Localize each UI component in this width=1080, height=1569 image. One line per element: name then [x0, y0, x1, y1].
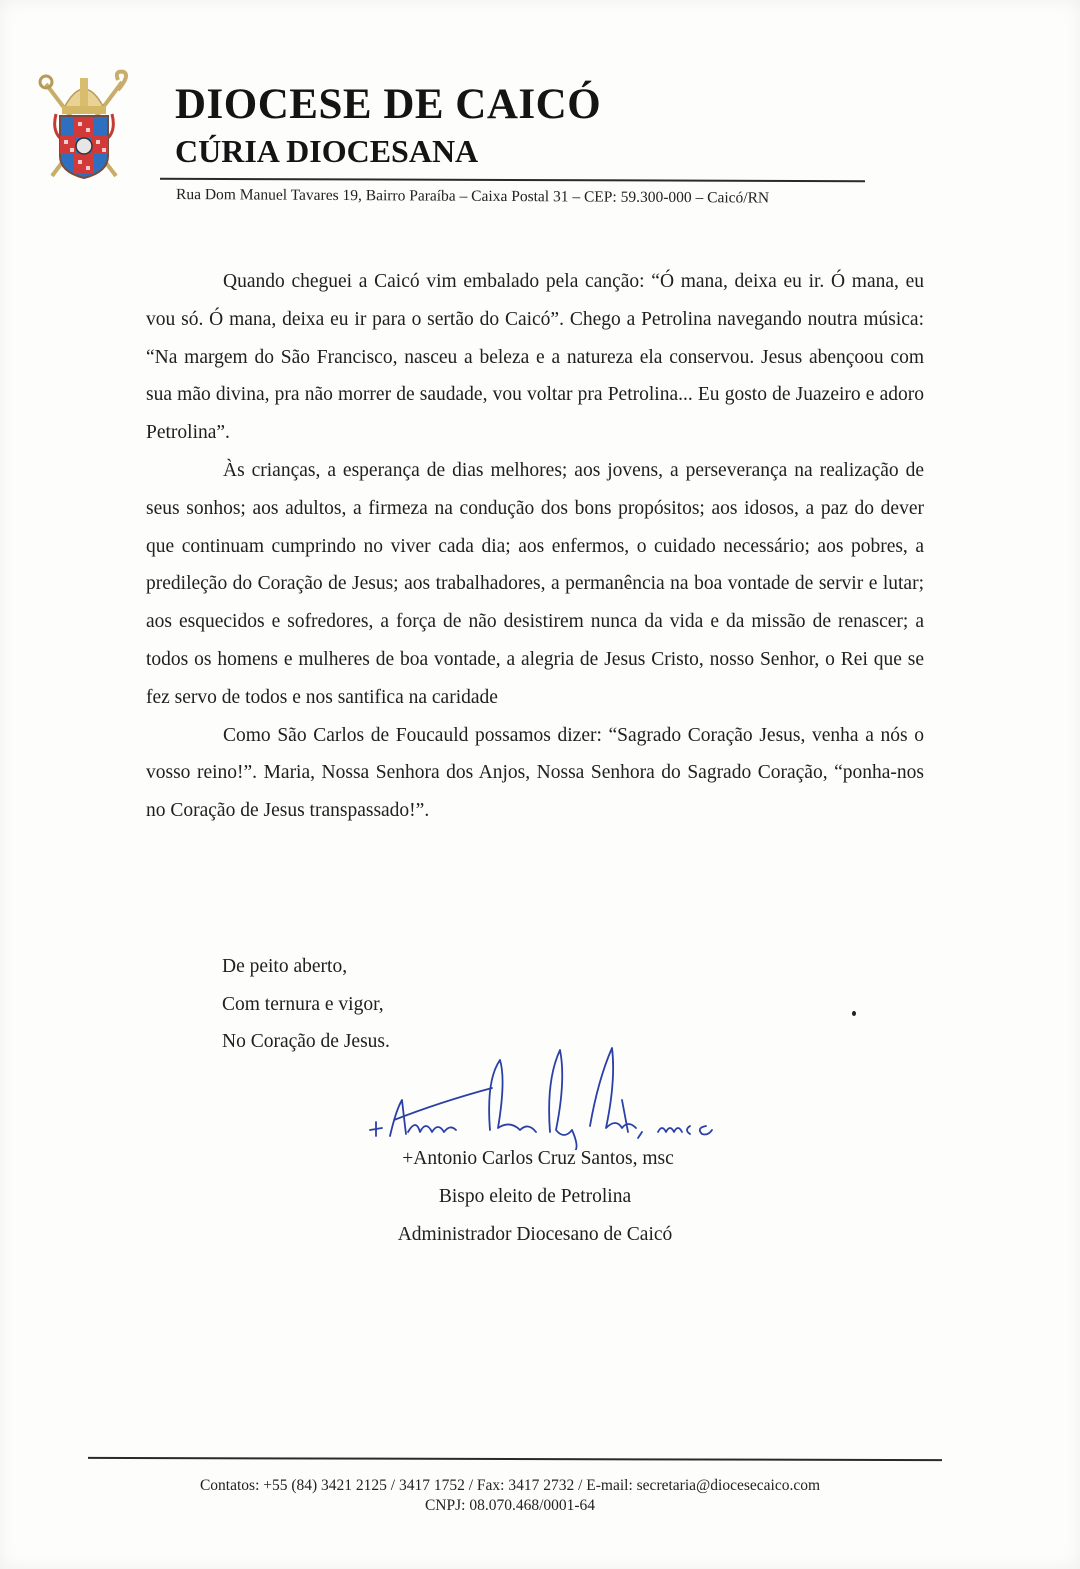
diocesan-coat-of-arms-icon [34, 68, 134, 186]
diocese-title: DIOCESE DE CAICÓ [175, 81, 602, 128]
footer-contacts [100, 1476, 920, 1516]
letterhead-address: Rua Dom Manuel Tavares 19, Bairro Paraíba – Caixa Postal 31 – CEP: 59.300-000 – Caicó/RN [175, 186, 770, 207]
curia-subtitle: CÚRIA DIOCESANA [175, 133, 479, 169]
closing-line: De peito aberto, [222, 956, 348, 977]
contact-line: Contatos: +55 (84) 3421 2125 / 3417 1752 / Fax: 3417 2732 / E-mail: secretaria@diocesecaico.com [199, 1477, 821, 1494]
closing-line: No Coração de Jesus. [222, 1031, 390, 1052]
footer-divider [88, 1457, 942, 1461]
letter-body [146, 263, 924, 830]
header-divider [160, 178, 865, 182]
paragraph-2: Às crianças, a esperança de dias melhores; aos jovens, a perseverança na realização de seus sonhos; aos adultos, a firmeza na condução dos bons propósitos; aos idosos, a paz do dever que continuam cumprindo no viver cada dia; aos enfermos, o cuidado necessário; aos pobres, a predileção do Coração de Jesus; aos trabalhadores, a permanência na boa vontade de servir e lutar; aos esquecidos e sofredores, a força de não desistirem nunca da vida e da missão de renascer; a todos os homens e mulheres de boa vontade, a alegria de Jesus Cristo, nosso Senhor, o Rei que se fez servo de todos e nos santifica na caridade [146, 459, 924, 708]
signatory-title: Administrador Diocesano de Caicó [397, 1224, 673, 1245]
paragraph-3: Como São Carlos de Foucauld possamos dizer: “Sagrado Coração Jesus, venha a nós o vosso reino!”. Maria, Nossa Senhora dos Anjos, Nossa Senhora do Sagrado Coração, “ponha-nos no Coração de Jesus transpassado!”. [146, 724, 924, 822]
ink-speck [852, 1011, 856, 1016]
paragraph-1: Quando cheguei a Caicó vim embalado pela canção: “Ó mana, deixa eu ir. Ó mana, eu vou só. Ó mana, deixa eu ir para o sertão do Caicó”. Chego a Petrolina navegando noutra música: “Na margem do São Francisco, nasceu a beleza e a natureza ela conservou. Jesus abençoou com sua mão divina, pra não morrer de saudade, vou voltar pra Petrolina... Eu gosto de Juazeiro e adoro Petrolina”. [146, 271, 924, 444]
closing-line: Com ternura e vigor, [222, 993, 384, 1015]
handwritten-signature [360, 1040, 720, 1150]
signatory-block [340, 1140, 730, 1254]
cnpj-line: CNPJ: 08.070.468/0001-64 [424, 1497, 596, 1514]
signatory-name: +Antonio Carlos Cruz Santos, msc [402, 1148, 674, 1169]
signatory-title: Bispo eleito de Petrolina [438, 1186, 632, 1207]
